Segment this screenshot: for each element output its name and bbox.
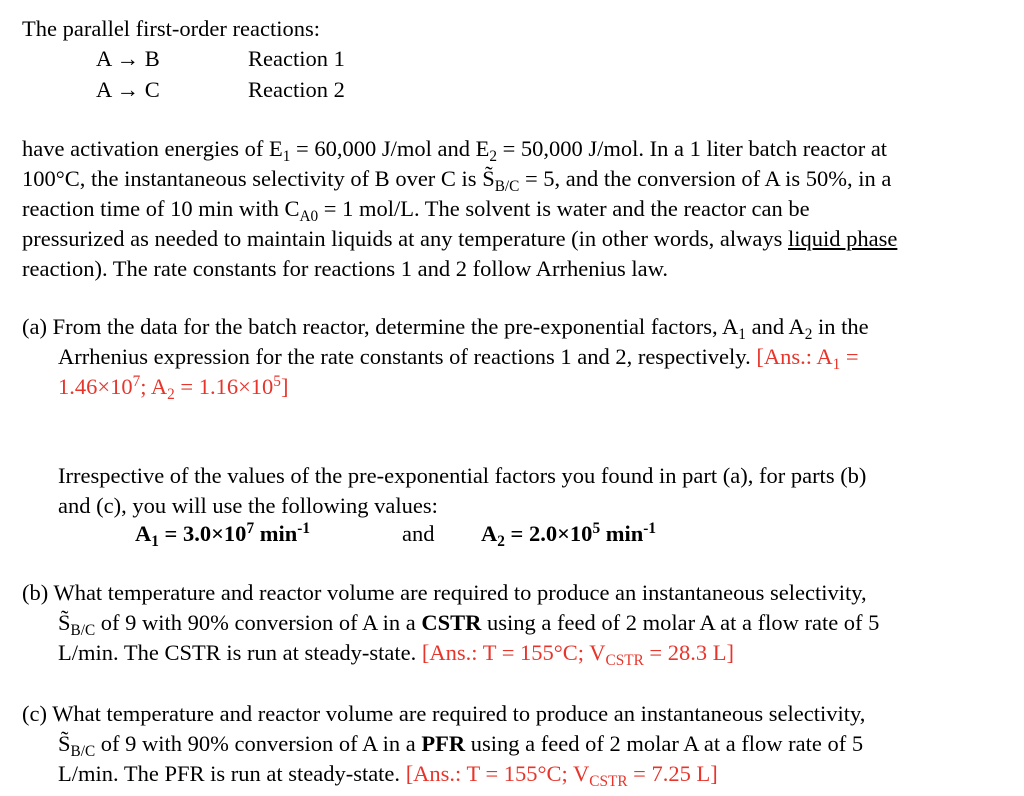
superscript: 5 xyxy=(273,372,281,390)
part-c-line-2: $S̃_{B/C}$ of 9 with 90% conversion of A in a PFR using a feed of 2 molar A at a flow rate of 5 xyxy=(58,731,864,760)
part-c-line-1: (c) What temperature and reactor volume are required to produce an instantaneous selectivity, xyxy=(22,701,866,726)
part-b-line-2: $S̃_{B/C}$ of 9 with 90% conversion of A in a CSTR using a feed of 2 molar A at a flow rate of 5 xyxy=(58,610,880,639)
irrespective-line-1: Irrespective of the values of the pre-exponential factors you found in part (a), for parts (b) xyxy=(58,463,867,488)
liquid-phase-underlined: liquid phase xyxy=(788,226,898,251)
subscript: B/C xyxy=(70,742,96,760)
selectivity-symbol: S̃ xyxy=(58,610,71,635)
reaction-2-label: Reaction 2 xyxy=(248,77,345,102)
arrow-icon: → xyxy=(116,46,140,71)
part-b-line-1: (b) What temperature and reactor volume are required to produce an instantaneous selectivity, xyxy=(22,580,867,605)
reaction-2-equation xyxy=(96,75,160,105)
superscript: -1 xyxy=(297,519,310,537)
subscript: 1 xyxy=(738,325,746,343)
and-text: and xyxy=(402,521,435,546)
subscript: CSTR xyxy=(605,651,644,669)
subscript: 2 xyxy=(489,147,497,165)
reaction-1-lhs: A xyxy=(96,46,112,71)
value-a2: $A_2 = 2.0\times 10^5$ $\min^{-1}$ xyxy=(481,519,656,550)
reaction-2-lhs: A xyxy=(96,77,112,102)
para-line-4: pressurized as needed to maintain liquids at any temperature (in other words, always liquid phase xyxy=(22,226,898,251)
reaction-1-rhs: B xyxy=(144,46,160,71)
pfr-bold: PFR xyxy=(421,731,466,756)
superscript: 5 xyxy=(592,519,601,537)
subscript: 1 xyxy=(151,532,159,550)
subscript: 2 xyxy=(804,325,813,343)
part-b-answer: [Ans.: T = 155°C; $V_{CSTR} = 28.3$ L] xyxy=(421,640,734,669)
subscript: B/C xyxy=(494,177,520,195)
arrow-icon: → xyxy=(116,77,140,102)
superscript: 7 xyxy=(246,519,255,537)
part-c-line-3: L/min. The PFR is run at steady-state. [Ans.: T = 155°C; $V_{CSTR} = 7.25$ L] xyxy=(58,761,718,790)
superscript: 7 xyxy=(132,372,141,390)
subscript: A0 xyxy=(299,207,319,225)
reaction-1-label: Reaction 1 xyxy=(248,46,345,71)
para-line-3: reaction time of 10 min with $C_{A0} = 1$ mol/L. The solvent is water and the reactor can be xyxy=(22,196,810,225)
value-a1: $A_1 = 3.0\times 10^7$ $\min^{-1}$ xyxy=(135,519,310,550)
intro-text: The parallel first-order reactions: xyxy=(22,16,320,41)
para-line-1: have activation energies of $E_1 = 60,000$ J/mol and $E_2 = 50,000$ J/mol. In a 1 liter batch reactor at xyxy=(22,136,888,165)
para-line-5: reaction). The rate constants for reactions 1 and 2 follow Arrhenius law. xyxy=(22,256,669,281)
irrespective-line-2: and (c), you will use the following values: xyxy=(58,493,438,518)
part-b-line-3: L/min. The CSTR is run at steady-state. [Ans.: T = 155°C; $V_{CSTR} = 28.3$ L] xyxy=(58,640,734,669)
part-a-answer: [Ans.: $A_1$ = xyxy=(756,344,859,373)
subscript: B/C xyxy=(70,621,96,639)
subscript: 1 xyxy=(282,147,291,165)
para-line-2: 100°C, the instantaneous selectivity of B over C is $S̃_{B/C} = 5$, and the conversion of A is 50%, in a xyxy=(22,166,892,195)
cstr-bold: CSTR xyxy=(421,610,482,635)
reaction-2-rhs: C xyxy=(144,77,160,102)
subscript: CSTR xyxy=(589,772,628,790)
subscript: 2 xyxy=(497,532,505,550)
part-c-answer: [Ans.: T = 155°C; $V_{CSTR} = 7.25$ L] xyxy=(405,761,718,790)
subscript: 2 xyxy=(167,385,175,403)
selectivity-symbol: S̃ xyxy=(482,166,495,191)
selectivity-symbol: S̃ xyxy=(58,731,71,756)
reaction-1-equation xyxy=(96,44,160,74)
subscript: 1 xyxy=(832,355,841,373)
superscript: -1 xyxy=(643,519,656,537)
part-a-line-2: Arrhenius expression for the rate constants of reactions 1 and 2, respectively. [Ans.: $A_1$ = xyxy=(58,344,859,373)
part-a-answer-values: $1.46\times 10^7$; $A_2 = 1.16\times 10^5$] xyxy=(58,372,289,403)
part-a-line-1: (a) From the data for the batch reactor, determine the pre-exponential factors, $A_1$ and $A_2$ in the xyxy=(22,314,869,343)
